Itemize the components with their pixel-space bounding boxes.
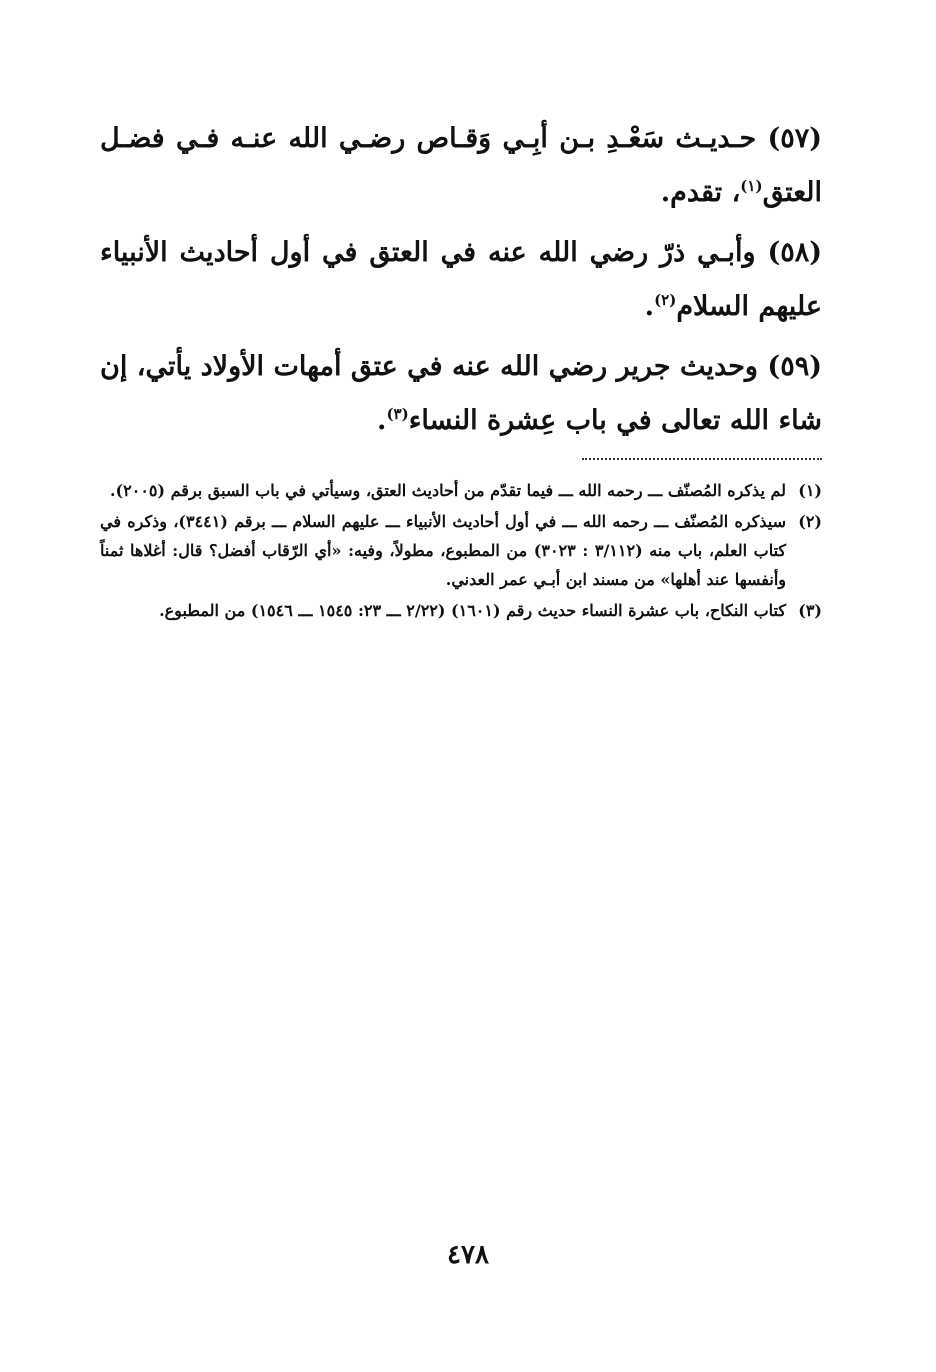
hadith-paragraph-57 bbox=[100, 112, 822, 220]
footnote-reference[interactable]: (٣) bbox=[386, 405, 409, 423]
paragraph-number: (٥٨) bbox=[767, 237, 823, 268]
paragraph-number: (٥٧) bbox=[767, 123, 823, 154]
footnote-3 bbox=[100, 596, 822, 625]
footnote-number: (٣) bbox=[798, 601, 822, 620]
footnote-separator bbox=[582, 448, 822, 460]
footnote-reference[interactable]: (٢) bbox=[654, 291, 677, 309]
footnote-number: (١) bbox=[798, 481, 822, 500]
hadith-paragraph-58 bbox=[100, 226, 822, 334]
footnote-text: سيذكره المُصنّف ـــ رحمه الله ـــ في أول أحاديث الأنبياء ـــ عليهم السلام ـــ برقم (٣٤٤١)، وذكره في كتاب العلم، باب منه (٣/١١٢ : ٣٠٢٣) من المطبوع، مطولاً، وفيه: «أي الرّقاب أفضل؟ قال: أغلاها ثمناً وأنفسها عند أهلها» من مسند ابن أبـي عمر العدني. bbox=[100, 512, 787, 589]
footnotes-section bbox=[100, 476, 822, 627]
footnote-text: كتاب النكاح، باب عشرة النساء حديث رقم (١٦٠١) (٢/٢٢ ـــ ٢٣: ١٥٤٥ ـــ ١٥٤٦) من المطبوع. bbox=[159, 601, 786, 620]
hadith-paragraph-59 bbox=[100, 340, 822, 448]
page-number: ٤٧٨ bbox=[447, 1240, 489, 1270]
footnote-text: لم يذكره المُصنّف ـــ رحمه الله ـــ فيما تقدّم من أحاديث العتق، وسيأتي في باب السبق برقم (٢٠٠٥). bbox=[109, 481, 786, 500]
footnote-1 bbox=[100, 476, 822, 505]
paragraph-text: وحديث جرير رضي الله عنه في عتق أمهات الأولاد يأتي، إن شاء الله تعالى في باب عِشرة النساء bbox=[100, 351, 822, 436]
paragraph-text-end: ، تقدم. bbox=[660, 177, 741, 208]
paragraph-text: وأبـي ذرّ رضي الله عنه في العتق في أول أحاديث الأنبياء عليهم السلام bbox=[100, 237, 822, 322]
main-text-body bbox=[100, 112, 822, 454]
paragraph-text-end: . bbox=[644, 291, 655, 322]
paragraph-text-end: . bbox=[377, 405, 387, 436]
paragraph-number: (٥٩) bbox=[767, 351, 822, 382]
footnote-2 bbox=[100, 507, 822, 594]
footnote-reference[interactable]: (١) bbox=[740, 177, 763, 195]
footnote-number: (٢) bbox=[798, 512, 822, 531]
paragraph-text: حـديـث سَعْـدِ بـن أبِـي وَقـاص رضـي الله عنـه فـي فضـل العتق bbox=[100, 123, 822, 208]
